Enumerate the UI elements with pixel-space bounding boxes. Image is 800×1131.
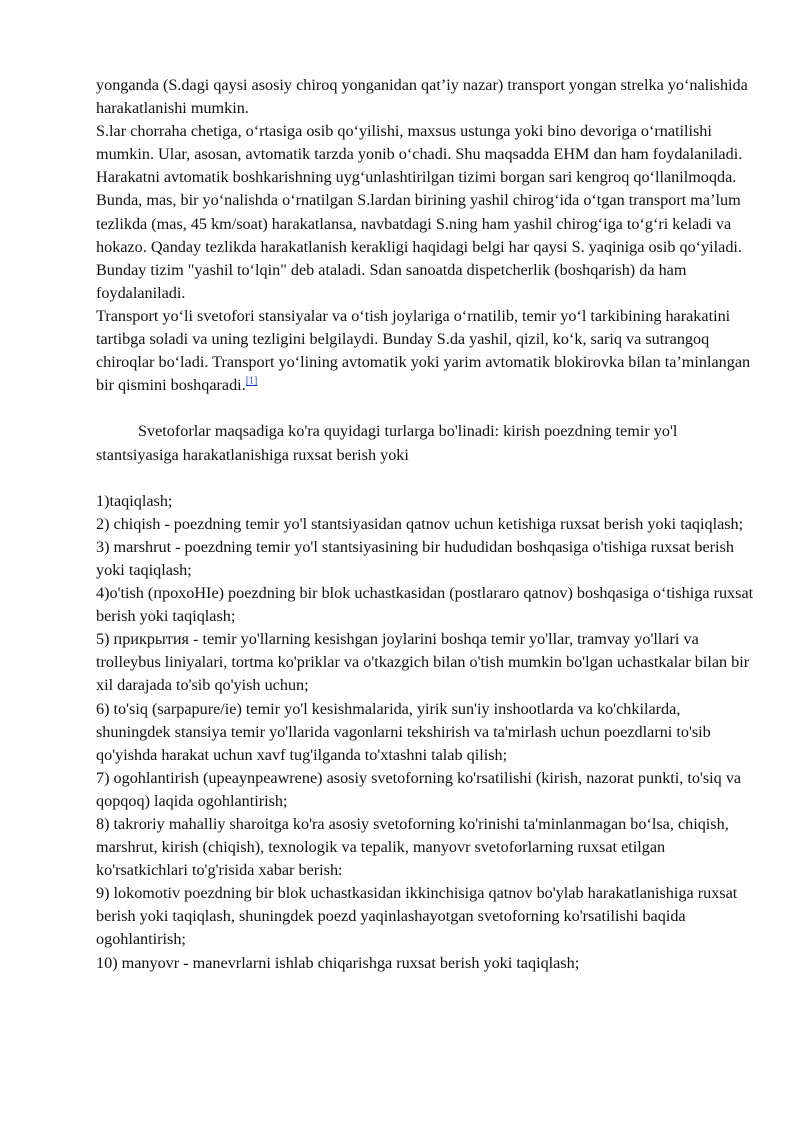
list-item: 3) marshrut - poezdning temir yo'l stantsiyasining bir hududidan boshqasiga o'tishiga ruxsat berish yoki taqiqlash;	[96, 537, 734, 579]
list-item: 8) takroriy mahalliy sharoitga ko'ra asosiy svetoforning ko'rinishi ta'minlanmagan bo‘lsa, chiqish, marshrut, kirish (chiqish), texnologik va tepalik, manyovr svetoforlarning ruxsat etilgan ko'rsatkichlari to'g'risida xabar berish:	[96, 815, 729, 880]
list-item: 9) lokomotiv poezdning bir blok uchastkasidan ikkinchisiga qatnov bo'ylab harakatlanishiga ruxsat berish yoki taqiqlash, shuningdek poezd yaqinlashayotgan svetoforning ko'rsatilishi baqida ogohlantirish;	[96, 884, 738, 949]
paragraph-traffic-light-placement: S.lar chorraha chetiga, o‘rtasiga osib qo‘yilishi, maxsus ustunga yoki bino devoriga o‘rnatilishi mumkin. Ular, asosan, avtomatik tarzda yonib o‘chadi. Shu maqsadda EHM dan ham foydalaniladi. Harakatni avtomatik boshkarishning uyg‘unlashtirilgan tizimi borgan sari kengroq qo‘llanilmoqda. Bunda, mas, bir yo‘nalishda o‘rnatilgan S.lardan birining yashil chirog‘ida o‘tgan transport ma’lum tezlikda (mas, 45 km/soat) harakatlansa, navbatdagi S.ning ham yashil chirog‘iga to‘g‘ri keladi va hokazo. Qanday tezlikda harakatlanish kerakligi haqidagi belgi har qaysi S. yaqiniga osib qo‘yiladi. Bunday tizim "yashil to‘lqin" deb ataladi. Sdan sanoatda dispetcherlik (boshqarish) da ham foydalaniladi.	[96, 122, 743, 302]
list-item: 2) chiqish - poezdning temir yo'l stantsiyasidan qatnov uchun ketishiga ruxsat berish yoki taqiqlash;	[96, 514, 744, 533]
list-item: 1)taqiqlash;	[96, 491, 173, 510]
paragraph-railway-signal	[96, 305, 756, 397]
document-page	[96, 74, 756, 975]
list-item: 10) manyovr - manevrlarni ishlab chiqarishga ruxsat berish yoki taqiqlash;	[96, 953, 580, 972]
paragraph-classification-intro: Svetoforlar maqsadiga ko'ra quyidagi turlarga bo'linadi: kirish poezdning temir yo'l stantsiyasiga harakatlanishiga ruxsat berish yoki	[96, 422, 678, 464]
list-item: 7) ogohlantirish (upeaynpeawrene) asosiy svetoforning ko'rsatilishi (kirish, nazorat punkti, to'siq va qopqoq) laqida ogohlantirish;	[96, 768, 742, 810]
footnote-link[interactable]: [1]	[245, 375, 258, 387]
blank-line	[96, 467, 756, 490]
blank-line	[96, 397, 756, 420]
list-item: 4)o'tish (проxoHIe) poezdning bir blok uchastkasidan (postlararo qatnov) boshqasiga o‘tishiga ruxsat berish yoki taqiqlash;	[96, 584, 754, 626]
paragraph-continued: yonganda (S.dagi qaysi asosiy chiroq yonganidan qat’iy nazar) transport yongan strelka yo‘nalishida harakatlanishi mumkin.	[96, 76, 748, 118]
signal-types-list	[96, 490, 756, 975]
paragraph-railway-signal-text: Transport yo‘li svetofori stansiyalar va o‘tish joylariga o‘rnatilib, temir yo‘l tarkibining harakatini tartibga soladi va uning tezligini belgilaydi. Bunday S.da yashil, qizil, ko‘k, sariq va sutrangoq chiroqlar bo‘ladi. Transport yo‘lining avtomatik yoki yarim avtomatik blokirovka bilan ta’minlangan bir qismini boshqaradi.	[96, 306, 751, 395]
list-item: 6) to'siq (sarpapure/ie) temir yo'l kesishmalarida, yirik sun'iy inshootlarda va ko'chkilarda, shuningdek stansiya temir yo'llarida vagonlarni tekshirish va ta'mirlash uchun poezdlarni to'sib qo'yishda harakat uchun xavf tug'ilganda to'xtashni talab qilish;	[96, 699, 711, 764]
list-item: 5) прикрытия - temir yo'llarning kesishgan joylarini boshqa temir yo'llar, tramvay yo'llari va trolleybus liniyalari, tortma ko'priklar va o'tkazgich bilan o'tish mumkin bo'lgan uchastkalar bilan bir xil darajada to'sib qo'yish uchun;	[96, 630, 750, 695]
